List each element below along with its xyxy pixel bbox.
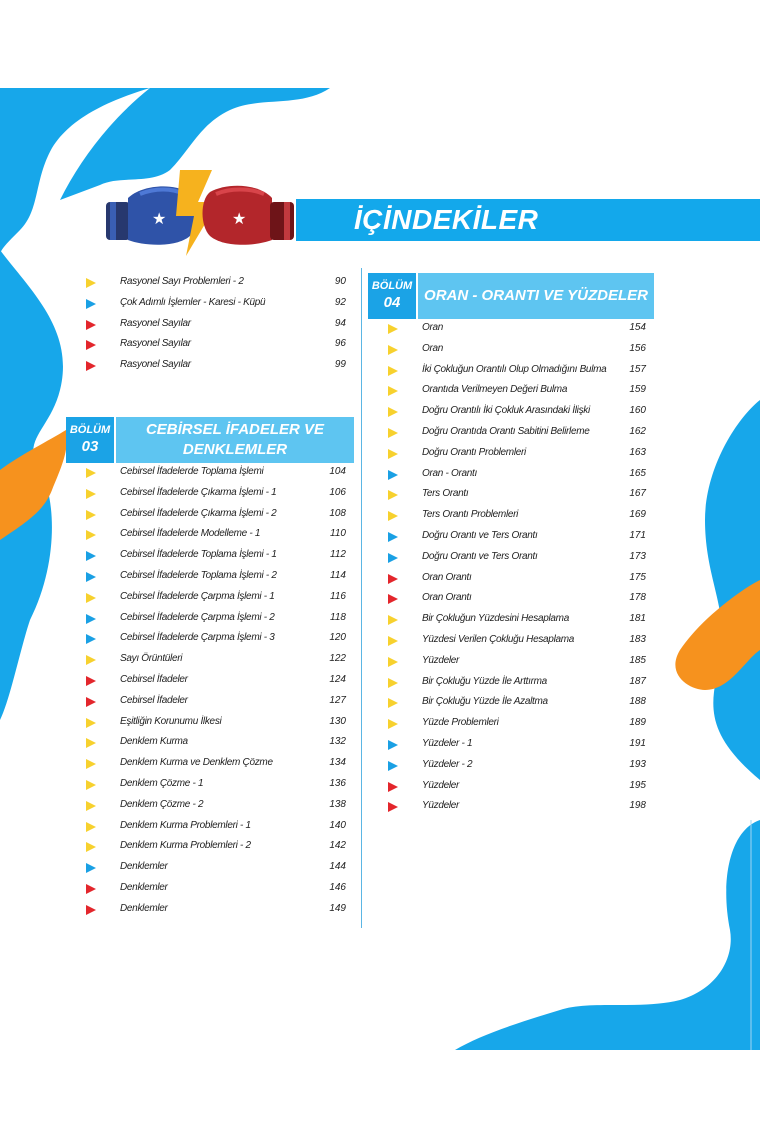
triangle-marker-icon (388, 428, 398, 438)
triangle-marker-icon (86, 361, 96, 371)
toc-entry-title: Ters Orantı (422, 488, 469, 500)
toc-entry[interactable] (66, 692, 354, 713)
toc-entry-page: 187 (629, 675, 646, 687)
triangle-marker-icon (388, 574, 398, 584)
triangle-marker-icon (86, 842, 96, 852)
toc-entry[interactable] (66, 567, 354, 588)
toc-entry[interactable] (66, 817, 354, 838)
toc-entry-title: Oran Orantı (422, 592, 472, 604)
toc-left-column (66, 273, 354, 921)
toc-entry-page: 99 (334, 359, 346, 371)
toc-entry-page: 134 (329, 757, 346, 769)
section-number: 04 (383, 294, 401, 311)
triangle-marker-icon (86, 489, 96, 499)
toc-entry-title: İki Çokluğun Orantılı Olup Olmadığını Bulma (422, 363, 607, 375)
toc-entry-title: Cebirsel İfadelerde Çarpma İşlemi - 2 (120, 611, 275, 623)
toc-entry[interactable] (368, 652, 654, 673)
toc-entry-title: Rasyonel Sayı Problemleri - 2 (120, 276, 244, 287)
toc-entry-page: 181 (629, 613, 646, 625)
toc-entry[interactable] (368, 506, 654, 527)
toc-entry-page: 175 (629, 571, 646, 583)
section-header-04 (368, 273, 654, 319)
toc-entry-title: Denklem Kurma Problemleri - 2 (120, 840, 251, 852)
toc-entry[interactable] (66, 525, 354, 546)
triangle-marker-icon (388, 594, 398, 604)
toc-entry[interactable] (66, 858, 354, 879)
triangle-marker-icon (86, 884, 96, 894)
triangle-marker-icon (86, 614, 96, 624)
toc-entry[interactable] (368, 673, 654, 694)
toc-entry-page: 198 (629, 800, 646, 812)
toc-entry-title: Orantıda Verilmeyen Değeri Bulma (422, 384, 568, 396)
triangle-marker-icon (388, 345, 398, 355)
toc-entry[interactable] (66, 484, 354, 505)
toc-entry-title: Denklemler (120, 881, 168, 893)
triangle-marker-icon (388, 636, 398, 646)
toc-entry-title: Cebirsel İfadelerde Toplama İşlemi (120, 465, 264, 477)
toc-entry-title: Cebirsel İfadelerde Toplama İşlemi - 1 (120, 549, 277, 561)
toc-entry[interactable] (368, 402, 654, 423)
triangle-marker-icon (388, 366, 398, 376)
toc-entry[interactable] (368, 485, 654, 506)
toc-entry-title: Yüzdeler - 2 (422, 758, 473, 770)
toc-entry[interactable] (368, 777, 654, 798)
triangle-marker-icon (86, 634, 96, 644)
toc-entry-page: 110 (330, 528, 346, 540)
toc-entry-page: 156 (629, 342, 646, 354)
toc-entry[interactable] (368, 569, 654, 590)
title-bar (296, 199, 760, 241)
toc-entry-title: Cebirsel İfadelerde Çıkarma İşlemi - 2 (120, 507, 277, 519)
toc-entry[interactable] (66, 713, 354, 734)
toc-entry-title: Ters Orantı Problemleri (422, 509, 519, 521)
triangle-marker-icon (86, 468, 96, 478)
toc-entry-title: Sayı Örüntüleri (120, 653, 183, 665)
toc-entry-page: 160 (629, 405, 646, 417)
toc-entry-title: Yüzdeler (422, 779, 460, 791)
triangle-marker-icon (388, 740, 398, 750)
toc-entry[interactable] (66, 733, 354, 754)
toc-entry-page: 159 (629, 384, 646, 396)
triangle-marker-icon (86, 340, 96, 350)
toc-entry[interactable] (368, 631, 654, 652)
triangle-marker-icon (388, 802, 398, 812)
toc-entry[interactable] (368, 340, 654, 361)
toc-entry-page: 173 (629, 550, 646, 562)
svg-text:★: ★ (232, 209, 247, 228)
toc-entry-page: 157 (629, 363, 646, 375)
toc-entry-page: 114 (330, 569, 346, 581)
toc-entry-page: 108 (329, 507, 346, 519)
toc-entry[interactable] (368, 735, 654, 756)
toc-right-column (368, 273, 654, 818)
toc-entry-title: Bir Çokluğu Yüzde İle Azaltma (422, 696, 548, 708)
toc-entry-title: Cebirsel İfadelerde Çıkarma İşlemi - 1 (120, 486, 277, 498)
toc-entry[interactable] (368, 610, 654, 631)
triangle-marker-icon (86, 905, 96, 915)
toc-entry[interactable] (368, 548, 654, 569)
toc-entry-title: Rasyonel Sayılar (120, 359, 191, 371)
toc-entry[interactable] (66, 775, 354, 796)
triangle-marker-icon (388, 698, 398, 708)
toc-entry-title: Rasyonel Sayılar (120, 338, 191, 350)
toc-entry-page: 178 (629, 592, 646, 604)
section-label: BÖLÜM (69, 423, 111, 436)
triangle-marker-icon (388, 782, 398, 792)
toc-entry[interactable] (368, 714, 654, 735)
toc-entry-page: 165 (629, 467, 646, 479)
toc-entry-title: Eşitliğin Korunumu İlkesi (120, 715, 222, 727)
toc-entry[interactable] (66, 837, 354, 858)
toc-entry-title: Oran Orantı (422, 571, 472, 583)
toc-entry[interactable] (368, 423, 654, 444)
toc-entry-page: 90 (334, 276, 346, 287)
toc-entry[interactable] (66, 335, 354, 356)
toc-entry-page: 116 (330, 590, 346, 602)
toc-entry[interactable] (66, 650, 354, 671)
toc-entry-page: 167 (629, 488, 646, 500)
triangle-marker-icon (388, 386, 398, 396)
triangle-marker-icon (388, 678, 398, 688)
toc-entry-page: 169 (629, 509, 646, 521)
toc-entry-title: Çok Adımlı İşlemler - Karesi - Küpü (120, 296, 266, 308)
toc-entry-page: 130 (329, 715, 346, 727)
toc-entry[interactable] (66, 273, 354, 294)
triangle-marker-icon (86, 863, 96, 873)
toc-entry[interactable] (66, 315, 354, 336)
toc-entry[interactable] (66, 356, 354, 377)
toc-entry[interactable] (368, 381, 654, 402)
triangle-marker-icon (86, 299, 96, 309)
toc-entry-title: Doğru Orantılı İki Çokluk Arasındaki İlişki (422, 405, 590, 417)
toc-entry[interactable] (66, 900, 354, 921)
toc-entry-title: Cebirsel İfadeler (120, 673, 188, 685)
toc-entry[interactable] (368, 527, 654, 548)
triangle-marker-icon (388, 490, 398, 500)
toc-entry-title: Denklemler (120, 902, 168, 914)
spacer (66, 377, 354, 417)
triangle-marker-icon (86, 530, 96, 540)
toc-entry-page: 171 (629, 529, 646, 541)
toc-entry-page: 138 (329, 798, 346, 810)
toc-entry-title: Oran (422, 322, 444, 333)
section-header-03 (66, 417, 354, 463)
toc-entry[interactable] (368, 589, 654, 610)
triangle-marker-icon (86, 718, 96, 728)
toc-entry-page: 142 (329, 840, 346, 852)
toc-list-section-04 (368, 319, 654, 818)
section-badge (368, 273, 416, 319)
toc-entry[interactable] (66, 588, 354, 609)
toc-entry-page: 195 (629, 779, 646, 791)
toc-entry-page: 188 (629, 696, 646, 708)
toc-entry-page: 162 (629, 425, 646, 437)
triangle-marker-icon (86, 510, 96, 520)
toc-entry-page: 112 (330, 549, 346, 561)
toc-entry-title: Oran (422, 342, 444, 354)
toc-entry-page: 144 (329, 861, 346, 873)
triangle-marker-icon (86, 801, 96, 811)
toc-entry-title: Cebirsel İfadelerde Çarpma İşlemi - 1 (120, 590, 275, 602)
toc-entry-title: Bir Çokluğun Yüzdesini Hesaplama (422, 613, 569, 625)
toc-entry-title: Cebirsel İfadelerde Modelleme - 1 (120, 528, 261, 540)
toc-entry-page: 183 (629, 633, 646, 645)
triangle-marker-icon (388, 407, 398, 417)
toc-entry-page: 104 (329, 465, 346, 477)
triangle-marker-icon (388, 511, 398, 521)
toc-entry-page: 189 (629, 717, 646, 729)
toc-entry[interactable] (368, 465, 654, 486)
triangle-marker-icon (86, 738, 96, 748)
triangle-marker-icon (86, 593, 96, 603)
toc-entry-page: 146 (329, 881, 346, 893)
triangle-marker-icon (388, 324, 398, 334)
toc-entry[interactable] (368, 756, 654, 777)
column-divider (361, 268, 362, 928)
toc-entry-page: 163 (629, 446, 646, 458)
toc-entry-page: 106 (329, 486, 346, 498)
section-title: ORAN - ORANTI VE YÜZDELER (418, 273, 654, 319)
toc-entry[interactable] (368, 361, 654, 382)
toc-entry[interactable] (66, 505, 354, 526)
triangle-marker-icon (388, 761, 398, 771)
toc-list-section-03 (66, 463, 354, 921)
toc-entry-title: Denklem Kurma (120, 736, 188, 748)
toc-entry-page: 191 (629, 737, 646, 749)
toc-entry-page: 124 (329, 673, 346, 685)
toc-entry[interactable] (66, 463, 354, 484)
toc-entry-title: Denklem Çözme - 1 (120, 777, 204, 789)
boxing-gloves-icon (100, 168, 300, 258)
triangle-marker-icon (388, 615, 398, 625)
toc-entry-page: 136 (329, 777, 346, 789)
toc-entry[interactable] (368, 444, 654, 465)
triangle-marker-icon (86, 697, 96, 707)
toc-entry-title: Yüzde Problemleri (422, 717, 499, 729)
toc-entry-title: Doğru Orantı ve Ters Orantı (422, 529, 538, 541)
toc-entry[interactable] (66, 796, 354, 817)
section-label: BÖLÜM (371, 280, 413, 292)
triangle-marker-icon (86, 822, 96, 832)
triangle-marker-icon (86, 278, 96, 288)
toc-entry[interactable] (66, 546, 354, 567)
page-title: İÇİNDEKİLER (354, 204, 539, 235)
toc-entry[interactable] (368, 319, 654, 340)
toc-entry-title: Bir Çokluğu Yüzde İle Arttırma (422, 675, 547, 687)
toc-entry[interactable] (66, 879, 354, 900)
toc-entry-title: Cebirsel İfadeler (120, 694, 188, 706)
toc-entry-page: 120 (329, 632, 346, 644)
toc-entry[interactable] (368, 693, 654, 714)
toc-entry-title: Yüzdeler (422, 800, 460, 812)
triangle-marker-icon (86, 655, 96, 665)
toc-entry[interactable] (66, 671, 354, 692)
toc-entry-page: 118 (330, 611, 346, 623)
toc-entry-page: 140 (329, 819, 346, 831)
triangle-marker-icon (388, 470, 398, 480)
toc-entry-page: 132 (329, 736, 346, 748)
toc-entry-title: Denklemler (120, 861, 168, 873)
toc-entry[interactable] (66, 629, 354, 650)
toc-entry[interactable] (66, 754, 354, 775)
triangle-marker-icon (86, 780, 96, 790)
toc-entry-title: Denklem Kurma Problemleri - 1 (120, 819, 251, 831)
toc-list-continued (66, 273, 354, 377)
toc-entry[interactable] (368, 797, 654, 818)
toc-entry-page: 193 (629, 758, 646, 770)
toc-entry-page: 149 (329, 902, 346, 914)
triangle-marker-icon (388, 719, 398, 729)
triangle-marker-icon (86, 320, 96, 330)
toc-entry-title: Doğru Orantıda Orantı Sabitini Belirleme (422, 425, 590, 437)
triangle-marker-icon (86, 551, 96, 561)
toc-entry-page: 122 (329, 653, 346, 665)
triangle-marker-icon (86, 759, 96, 769)
toc-entry-title: Denklem Kurma ve Denklem Çözme (120, 757, 273, 769)
triangle-marker-icon (388, 449, 398, 459)
toc-entry-title: Cebirsel İfadelerde Toplama İşlemi - 2 (120, 569, 277, 581)
toc-entry-title: Yüzdesi Verilen Çokluğu Hesaplama (422, 633, 575, 645)
toc-entry[interactable] (66, 609, 354, 630)
svg-text:★: ★ (152, 209, 167, 228)
toc-entry-title: Doğru Orantı Problemleri (422, 446, 526, 458)
toc-entry-page: 154 (629, 322, 646, 333)
toc-entry-page: 96 (334, 338, 346, 350)
triangle-marker-icon (388, 532, 398, 542)
toc-entry-title: Cebirsel İfadelerde Çarpma İşlemi - 3 (120, 632, 275, 644)
section-badge (66, 417, 114, 463)
toc-entry-title: Doğru Orantı ve Ters Orantı (422, 550, 538, 562)
toc-entry-page: 92 (334, 296, 346, 308)
toc-entry-page: 185 (629, 654, 646, 666)
triangle-marker-icon (388, 553, 398, 563)
toc-entry-title: Denklem Çözme - 2 (120, 798, 204, 810)
triangle-marker-icon (86, 676, 96, 686)
toc-entry[interactable] (66, 294, 354, 315)
triangle-marker-icon (86, 572, 96, 582)
blue-blob-bottom-right (455, 820, 760, 1050)
section-title: CEBİRSEL İFADELER VE DENKLEMLER (116, 417, 354, 463)
toc-entry-title: Rasyonel Sayılar (120, 317, 191, 329)
toc-entry-title: Oran - Orantı (422, 467, 478, 479)
toc-entry-title: Yüzdeler - 1 (422, 737, 473, 749)
section-number: 03 (81, 437, 99, 455)
toc-entry-page: 94 (334, 317, 346, 329)
toc-entry-page: 127 (329, 694, 346, 706)
triangle-marker-icon (388, 657, 398, 667)
toc-entry-title: Yüzdeler (422, 654, 460, 666)
